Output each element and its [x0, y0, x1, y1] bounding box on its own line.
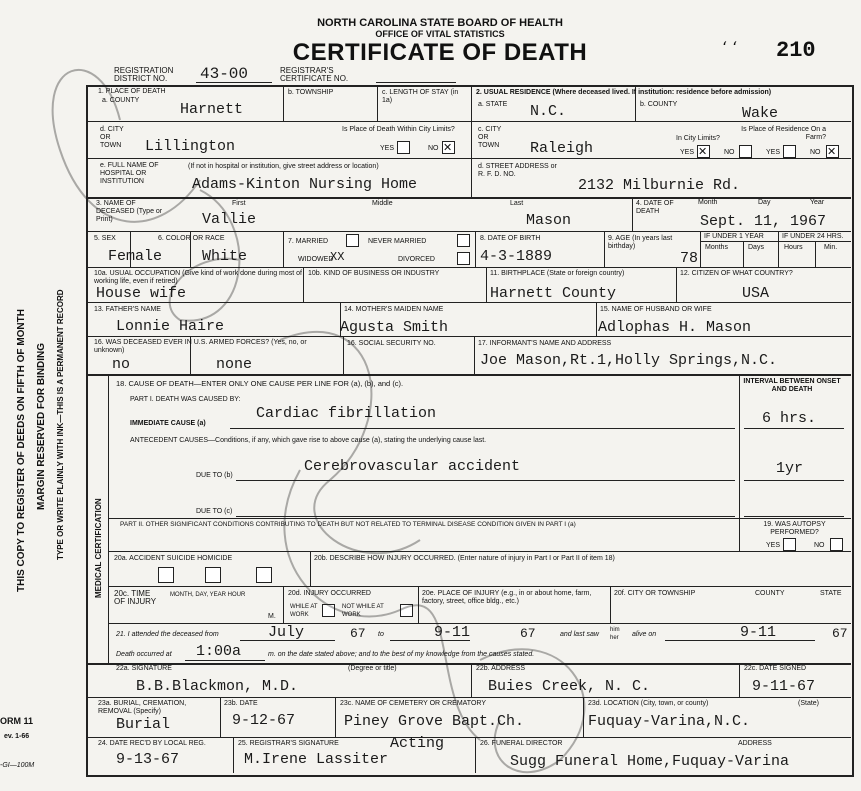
- ssn-label: 16. SOCIAL SECURITY NO.: [347, 340, 436, 347]
- check-mark: ✕: [827, 145, 837, 158]
- cemetery-label: 23c. NAME OF CEMETERY OR CREMATORY: [340, 700, 486, 707]
- war-service-value: none: [216, 356, 253, 373]
- never-married-label: NEVER MARRIED: [368, 238, 427, 245]
- residence-county-label: b. COUNTY: [640, 101, 678, 108]
- day-label: Day: [758, 199, 771, 206]
- county-label: a. COUNTY: [102, 97, 140, 104]
- citizen-label: 12. CITIZEN OF WHAT COUNTRY?: [680, 270, 793, 277]
- under-one-year-label: IF UNDER 1 YEAR: [704, 233, 764, 240]
- print-code: -GI—100M: [0, 762, 35, 769]
- not-while-at-work-label: NOT WHILE AT WORK: [342, 604, 384, 618]
- place-of-death-label: 1. PLACE OF DEATH: [98, 88, 166, 95]
- side-ink-text: TYPE OR WRITE PLAINLY WITH INK—THIS IS A PERMANENT RECORD: [56, 289, 65, 560]
- yes-label: YES: [680, 149, 695, 156]
- father-label: 13. FATHER'S NAME: [94, 306, 161, 313]
- injury-description-label: 20b. DESCRIBE HOW INJURY OCCURRED. (Enter nature of injury in Part I or Part II of item 18): [314, 555, 615, 562]
- injury-county-label: COUNTY: [755, 590, 785, 597]
- hospital-value: Adams-Kinton Nursing Home: [192, 176, 418, 193]
- him-her-label: him her: [610, 627, 620, 641]
- location-value: Fuquay-Varina,N.C.: [588, 713, 751, 730]
- injury-state-label: STATE: [820, 590, 842, 597]
- certificate-number: 210: [776, 38, 816, 63]
- year-label: Year: [810, 199, 825, 206]
- yes-label: YES: [766, 149, 781, 156]
- death-time-value: 1:00a: [196, 643, 242, 660]
- side-copy-text: THIS COPY TO REGISTER OF DEEDS ON FIFTH OF MONTH: [16, 309, 27, 592]
- date-signed-label: 22c. DATE SIGNED: [744, 665, 807, 672]
- part-one-label: PART I. DEATH WAS CAUSED BY:: [130, 396, 241, 403]
- meridian-label: M.: [268, 613, 276, 620]
- form-number: ORM 11: [0, 716, 34, 726]
- cemetery-value: Piney Grove Bapt.Ch.: [344, 713, 525, 730]
- residence-county-value: Wake: [742, 105, 779, 122]
- minutes-label: Min.: [824, 244, 838, 251]
- interval-label: INTERVAL BETWEEN ONSET AND DEATH: [743, 378, 841, 393]
- interval-a-value: 6 hrs.: [762, 410, 817, 427]
- agency-heading: NORTH CAROLINA STATE BOARD OF HEALTH: [317, 17, 563, 29]
- month-label: Month: [698, 199, 718, 206]
- dob-label: 8. DATE OF BIRTH: [480, 235, 541, 242]
- injury-city-label: 20f. CITY OR TOWNSHIP: [614, 590, 696, 597]
- immediate-cause-value: Cardiac fibrillation: [256, 405, 437, 422]
- last-saw-year: 67: [832, 626, 848, 641]
- antecedent-causes-label: ANTECEDENT CAUSES—Conditions, if any, which gave rise to above cause (a), stating the underlying cause last.: [130, 437, 487, 444]
- cause-b-value: Cerebrovascular accident: [304, 458, 521, 475]
- injury-occurred-label: 20d. INJURY OCCURRED: [288, 590, 371, 597]
- to-label: to: [378, 631, 384, 638]
- widowed-mark: XX: [330, 250, 345, 264]
- armed-forces-value: no: [112, 356, 131, 373]
- business-label: 10b. KIND OF BUSINESS OR INDUSTRY: [308, 270, 440, 277]
- date-received-value: 9-13-67: [116, 751, 180, 768]
- interval-b-value: 1yr: [776, 460, 804, 477]
- check-mark: ✕: [443, 141, 453, 154]
- date-of-death-label: 4. DATE OF DEATH: [636, 200, 674, 215]
- time-subheading: MONTH, DAY, YEAR HOUR: [170, 592, 246, 598]
- birthplace-label: 11. BIRTHPLACE (State or foreign country): [490, 270, 625, 277]
- under-24-hours-label: IF UNDER 24 HRS.: [782, 233, 844, 240]
- due-to-b-label: DUE TO (b): [196, 472, 233, 479]
- alive-on-label: alive on: [632, 631, 657, 638]
- date-of-death-value: Sept. 11, 1967: [700, 213, 827, 230]
- spouse-value: Adlophas H. Mason: [598, 319, 752, 336]
- accident-label: 20a. ACCIDENT SUICIDE HOMICIDE: [114, 555, 233, 562]
- location-state-label: (State): [798, 700, 820, 707]
- last-name-label: Last: [510, 200, 524, 207]
- registrar-name-value: M.Irene Lassiter: [244, 751, 389, 768]
- burial-label: 23a. BURIAL, CREMATION, REMOVAL (Specify): [98, 700, 187, 715]
- burial-date-label: 23b. DATE: [224, 700, 258, 707]
- mother-label: 14. MOTHER'S MAIDEN NAME: [344, 306, 444, 313]
- yes-label: YES: [766, 542, 781, 549]
- months-label: Months: [705, 244, 728, 251]
- township-label: b. TOWNSHIP: [288, 89, 334, 96]
- in-city-limits-label: In City Limits?: [676, 135, 720, 142]
- race-label: 6. COLOR OR RACE: [158, 235, 225, 242]
- check-mark: ✕: [698, 145, 708, 158]
- date-signed-value: 9-11-67: [752, 678, 816, 695]
- occupation-value: House wife: [96, 285, 187, 302]
- occupation-label: 10a. USUAL OCCUPATION (Give kind of work done during most of working life, even if retired): [94, 270, 303, 285]
- citizen-value: USA: [742, 285, 770, 302]
- no-label: NO: [814, 542, 825, 549]
- informant-label: 17. INFORMANT'S NAME AND ADDRESS: [478, 340, 612, 347]
- dob-value: 4-3-1889: [480, 248, 553, 265]
- residence-city-label: c. CITY OR TOWN: [478, 126, 502, 149]
- last-saw-value: 9-11: [740, 624, 777, 641]
- yes-label: YES: [380, 145, 395, 152]
- time-of-injury-label: 20c. TIME OF INJURY: [114, 589, 157, 606]
- days-label: Days: [748, 244, 764, 251]
- side-margin-text: MARGIN RESERVED FOR BINDING: [36, 342, 47, 510]
- death-county-value: Harnett: [180, 101, 244, 118]
- death-occurred-label: Death occurred at: [116, 651, 172, 658]
- registration-district-label: REGISTRATION DISTRICT NO.: [114, 66, 174, 83]
- race-value: White: [202, 248, 248, 265]
- first-name-label: First: [232, 200, 246, 207]
- age-value: 78: [680, 250, 699, 267]
- birthplace-value: Harnett County: [490, 285, 617, 302]
- cause-of-death-label: 18. CAUSE OF DEATH—ENTER ONLY ONE CAUSE PER LINE FOR (a), (b), and (c).: [116, 379, 404, 388]
- hospital-label: e. FULL NAME OF HOSPITAL OR INSTITUTION: [100, 162, 159, 185]
- sex-value: Female: [108, 248, 163, 265]
- no-label: NO: [724, 149, 735, 156]
- registrar-certificate-label: REGISTRAR'S CERTIFICATE NO.: [280, 66, 349, 83]
- while-at-work-label: WHILE AT WORK: [290, 604, 318, 618]
- armed-forces-label: 16. WAS DECEASED EVER IN U.S. ARMED FORCES? (Yes, no, or unknown): [94, 339, 307, 354]
- due-to-c-label: DUE TO (c): [196, 508, 233, 515]
- registration-district-value: 43-00: [200, 65, 249, 83]
- attended-to-year: 67: [520, 626, 536, 641]
- attended-to-value: 9-11: [434, 624, 471, 641]
- first-name-value: Vallie: [202, 211, 257, 228]
- residence-city-value: Raleigh: [530, 140, 594, 157]
- funeral-address-label: ADDRESS: [738, 740, 772, 747]
- place-of-injury-label: 20e. PLACE OF INJURY (e.g., in or about home, farm, factory, street, office bldg., etc.): [422, 590, 592, 605]
- within-city-limits-label: Is Place of Death Within City Limits?: [342, 126, 455, 133]
- married-label: 7. MARRIED: [288, 238, 329, 245]
- attended-from-value: July: [268, 624, 305, 641]
- immediate-cause-label: IMMEDIATE CAUSE (a): [130, 420, 206, 427]
- age-label: 9. AGE (In years last birthday): [608, 235, 673, 250]
- death-occurred-rest: m. on the date stated above; and to the best of my knowledge from the causes stated.: [268, 651, 535, 658]
- middle-name-label: Middle: [372, 200, 393, 207]
- spouse-label: 15. NAME OF HUSBAND OR WIFE: [600, 306, 712, 313]
- widowed-label: WIDOWED: [298, 256, 334, 263]
- registrar-title-value: Acting: [390, 735, 445, 752]
- handwritten-mark: ‘ ‘: [722, 38, 738, 57]
- street-value: 2132 Milburnie Rd.: [578, 177, 741, 194]
- location-label: 23d. LOCATION (City, town, or county): [588, 700, 709, 707]
- name-label: 3. NAME OF DECEASED (Type or Print): [96, 200, 163, 223]
- mother-value: Agusta Smith: [340, 319, 449, 336]
- informant-value: Joe Mason,Rt.1,Holly Springs,N.C.: [480, 352, 778, 369]
- last-name-value: Mason: [526, 212, 572, 229]
- registrar-signature-label: 25. REGISTRAR'S SIGNATURE: [238, 740, 339, 747]
- residence-state-value: N.C.: [530, 103, 567, 120]
- office-heading: OFFICE OF VITAL STATISTICS: [375, 29, 505, 39]
- usual-residence-label: 2. USUAL RESIDENCE (Where deceased lived. If institution: residence before admission): [476, 89, 772, 96]
- death-city-value: Lillington: [145, 138, 236, 155]
- attended-label: 21. I attended the deceased from: [116, 631, 219, 638]
- certificate-title: CERTIFICATE OF DEATH: [292, 39, 588, 66]
- hospital-note: (If not in hospital or institution, give street address or location): [188, 163, 379, 170]
- state-label: a. STATE: [478, 101, 508, 108]
- attended-from-year: 67: [350, 626, 366, 641]
- funeral-director-value: Sugg Funeral Home,Fuquay-Varina: [510, 753, 790, 770]
- father-value: Lonnie Haire: [116, 318, 225, 335]
- city-town-label: d. CITY OR TOWN: [100, 126, 124, 149]
- street-label: d. STREET ADDRESS or R. F. D. NO.: [478, 163, 557, 178]
- form-revision: ev. 1-66: [4, 733, 30, 740]
- funeral-director-label: 26. FUNERAL DIRECTOR: [480, 740, 563, 747]
- medical-certification-label: MEDICAL CERTIFICATION: [94, 498, 103, 598]
- date-received-label: 24. DATE REC'D BY LOCAL REG.: [98, 740, 206, 747]
- divorced-label: DIVORCED: [398, 256, 435, 263]
- no-label: NO: [810, 149, 821, 156]
- length-of-stay-label: c. LENGTH OF STAY (in 1a): [382, 89, 459, 104]
- autopsy-label: 19. WAS AUTOPSY PERFORMED?: [763, 521, 826, 536]
- farm-label: Is Place of Residence On a Farm?: [741, 126, 826, 141]
- signature-value: B.B.Blackmon, M.D.: [136, 678, 299, 695]
- sex-label: 5. SEX: [94, 235, 116, 242]
- hours-label: Hours: [784, 244, 803, 251]
- physician-address-value: Buies Creek, N. C.: [488, 678, 651, 695]
- no-label: NO: [428, 145, 439, 152]
- burial-date-value: 9-12-67: [232, 712, 296, 729]
- last-saw-label: and last saw: [560, 631, 599, 638]
- degree-label: (Degree or title): [348, 665, 397, 672]
- address-label: 22b. ADDRESS: [476, 665, 526, 672]
- part-two-label: PART II. OTHER SIGNIFICANT CONDITIONS CONTRIBUTING TO DEATH BUT NOT RELATED TO TERMINAL DISEASE CONDITION GIVEN IN PART I (a): [120, 521, 576, 528]
- burial-value: Burial: [116, 716, 171, 733]
- signature-label: 22a. SIGNATURE: [116, 665, 172, 672]
